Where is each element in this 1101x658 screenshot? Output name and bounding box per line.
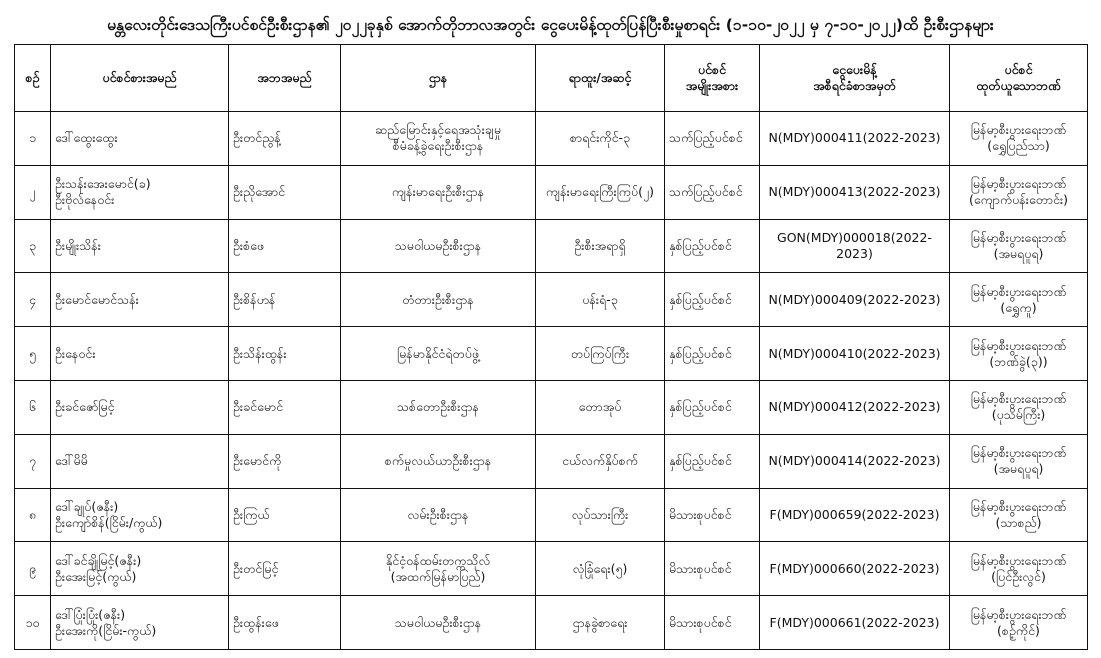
cell-company-line: (အမရပူရ): [993, 245, 1044, 261]
cell-location: ကျန်းမာရေးကြီးကြပ်(၂): [536, 165, 665, 219]
cell-name: [51, 327, 229, 381]
cell-location: ပန်းရံ-၃: [536, 273, 665, 327]
cell-no: ၁: [15, 112, 51, 166]
header-company-line: ပင်စင်: [1004, 62, 1033, 77]
cell-dept: [341, 434, 536, 488]
cell-name: [51, 542, 229, 596]
cell-reg: F(MDY)000661(2022-2023): [760, 596, 950, 650]
header-company-line: ထုတ်ယူသောဘဏ်: [976, 78, 1061, 93]
header-location: ရာထူး/အဆင့်: [536, 45, 665, 112]
cell-location: လုံခြုံရေး(၅): [536, 542, 665, 596]
cell-dept-line: သမဝါယမဦးစီးဌာန: [394, 237, 482, 253]
cell-dept-line: (အထက်မြန်မာပြည်): [390, 568, 486, 584]
cell-dept-line: လမ်းဦးစီးဌာန: [407, 506, 469, 522]
header-no: စဉ်: [15, 45, 51, 112]
cell-type: နှစ်ပြည့်ပင်စင်: [665, 380, 760, 434]
cell-father: ဦးစိန်ဟန်: [229, 273, 341, 327]
header-father: အဘအမည်: [229, 45, 341, 112]
cell-name: [51, 273, 229, 327]
cell-location: ငယ်လက်နှိပ်စက်: [536, 434, 665, 488]
cell-dept-line: သမဝါယမဦးစီးဌာန: [394, 614, 482, 630]
cell-name-line: ဒေါ်ချုပ်(ဇနီး): [55, 498, 119, 514]
cell-company-line: (သာစည်): [995, 514, 1042, 530]
header-type-line: ပင်စင်: [697, 62, 727, 77]
cell-name-line: ဒေါ်ပြုံးပြုံး(ဇနီး): [55, 606, 126, 622]
cell-father: ဦးခင်မောင်: [229, 380, 341, 434]
cell-dept: [341, 380, 536, 434]
table-body: [15, 112, 1088, 650]
table-row: [15, 380, 1088, 434]
cell-company-line: မြန်မာ့စီးပွားရေးဘဏ်: [970, 283, 1067, 299]
cell-company-line: မြန်မာ့စီးပွားရေးဘဏ်: [970, 229, 1067, 245]
cell-dept-line: ကျန်းမာရေးဦးစီးဌာန: [391, 184, 485, 200]
cell-no: ၃: [15, 219, 51, 273]
cell-name: [51, 488, 229, 542]
cell-type: မိသားစုပင်စင်: [665, 596, 760, 650]
cell-name-line: ဦးသန်းအေးမောင်(ခ): [55, 176, 151, 192]
cell-type: နှစ်ပြည့်ပင်စင်: [665, 273, 760, 327]
header-dept: ဌာန: [341, 45, 536, 112]
cell-no: ၉: [15, 542, 51, 596]
cell-reg: F(MDY)000659(2022-2023): [760, 488, 950, 542]
cell-location: ဦးစီးအရာရှိ: [536, 219, 665, 273]
cell-dept-line: စီမံခန့်ခွဲရေးဦးစီးဌာန: [392, 138, 484, 154]
cell-name: [51, 165, 229, 219]
cell-name-line: ဦးနေဝင်း: [55, 345, 96, 361]
pension-table: [14, 44, 1088, 650]
cell-name-line: ဦးအေးမြင့်(ကွယ်): [55, 568, 137, 584]
cell-father: ဦးတင်မြင့်: [229, 542, 341, 596]
table-row: [15, 219, 1088, 273]
cell-father: ဦးထွန်းဖေ: [229, 596, 341, 650]
cell-type: နှစ်ပြည့်ပင်စင်: [665, 219, 760, 273]
cell-company: [950, 434, 1088, 488]
cell-company-line: (ရွှေပြည်သာ): [987, 138, 1050, 154]
table-row: [15, 165, 1088, 219]
cell-location: တောအုပ်: [536, 380, 665, 434]
table-row: [15, 273, 1088, 327]
cell-reg: N(MDY)000413(2022-2023): [760, 165, 950, 219]
cell-type: မိသားစုပင်စင်: [665, 488, 760, 542]
table-header-row: [15, 45, 1088, 112]
cell-company-line: (ရွှေကူ): [1000, 299, 1037, 315]
cell-company: [950, 273, 1088, 327]
cell-company-line: မြန်မာ့စီးပွားရေးဘဏ်: [970, 391, 1067, 407]
cell-father: ဦးသိန်းထွန်း: [229, 327, 341, 381]
cell-reg: N(MDY)000414(2022-2023): [760, 434, 950, 488]
cell-dept-line: စက်မှုလယ်ယာဦးစီးဌာန: [384, 453, 492, 469]
header-type: [665, 45, 760, 112]
cell-no: ၁၀: [15, 596, 51, 650]
cell-company: [950, 596, 1088, 650]
cell-name-line: ဒေါ်ခင်ချိုမြင့်(ဇနီး): [55, 552, 142, 568]
cell-dept: [341, 542, 536, 596]
header-type-line: အမျိုးအစား: [685, 78, 739, 93]
cell-dept-line: တံတားဦးစီးဌာန: [402, 291, 474, 307]
cell-type: နှစ်ပြည့်ပင်စင်: [665, 327, 760, 381]
cell-father: ဦးမောင်ကို: [229, 434, 341, 488]
table-row: [15, 488, 1088, 542]
cell-company-line: (ပြင်ဦးလွင်): [991, 568, 1046, 584]
cell-name: [51, 380, 229, 434]
cell-dept: [341, 273, 536, 327]
cell-location: စာရင်းကိုင်-၃: [536, 112, 665, 166]
cell-name-line: ဦးမျိုးသိန်း: [55, 237, 101, 253]
cell-dept: [341, 488, 536, 542]
cell-name-line: ဒေါ်ထွေးထွေး: [55, 130, 118, 146]
cell-type: သက်ပြည့်ပင်စင်: [665, 165, 760, 219]
header-reg-line: အစီရင်ခံစာအမှတ်: [813, 78, 896, 93]
cell-company-line: မြန်မာ့စီးပွားရေးဘဏ်: [970, 122, 1067, 138]
cell-reg: N(MDY)000410(2022-2023): [760, 327, 950, 381]
cell-reg: N(MDY)000412(2022-2023): [760, 380, 950, 434]
cell-no: ၄: [15, 273, 51, 327]
cell-father: ဦးညိုအောင်: [229, 165, 341, 219]
cell-father: ဦးစံဖေ: [229, 219, 341, 273]
cell-dept-line: ဆည်မြောင်းနှင့်ရေအသုံးချမှု: [375, 122, 501, 138]
cell-company: [950, 380, 1088, 434]
cell-company: [950, 542, 1088, 596]
cell-name: [51, 112, 229, 166]
cell-reg: GON(MDY)000018(2022-2023): [760, 219, 950, 273]
cell-location: လုပ်သားကြီး: [536, 488, 665, 542]
header-reg-line: ငွေပေးမိန့်: [832, 62, 877, 77]
cell-no: ၆: [15, 380, 51, 434]
cell-no: ၅: [15, 327, 51, 381]
cell-company: [950, 488, 1088, 542]
cell-no: ၈: [15, 488, 51, 542]
cell-name-line: ဒေါ်မိမိ: [55, 453, 88, 469]
cell-type: နှစ်ပြည့်ပင်စင်: [665, 434, 760, 488]
cell-company-line: (ဘဏ်ခွဲ(၃)): [989, 353, 1048, 369]
cell-name-line: ဦးအေးကို(ငြိမ်း-ကွယ်): [55, 622, 157, 638]
cell-company-line: မြန်မာ့စီးပွားရေးဘဏ်: [970, 552, 1067, 568]
table-row: [15, 596, 1088, 650]
cell-company-line: မြန်မာ့စီးပွားရေးဘဏ်: [970, 445, 1067, 461]
cell-no: ၇: [15, 434, 51, 488]
cell-dept-line: မြန်မာနိုင်ငံရဲတပ်ဖွဲ့: [397, 345, 479, 361]
table-row: [15, 327, 1088, 381]
cell-company: [950, 165, 1088, 219]
cell-company-line: (အမရပူရ): [993, 461, 1044, 477]
table-row: [15, 542, 1088, 596]
cell-type: မိသားစုပင်စင်: [665, 542, 760, 596]
cell-company-line: မြန်မာ့စီးပွားရေးဘဏ်: [970, 176, 1067, 192]
cell-company-line: မြန်မာ့စီးပွားရေးဘဏ်: [970, 606, 1067, 622]
header-company: [950, 45, 1088, 112]
cell-no: ၂: [15, 165, 51, 219]
cell-dept: [341, 327, 536, 381]
cell-company-line: (ကျောက်ပန်းတောင်း): [968, 192, 1069, 208]
cell-company-line: (စဥ့်ကိုင်): [997, 622, 1040, 638]
cell-dept: [341, 596, 536, 650]
cell-name: [51, 596, 229, 650]
cell-company: [950, 112, 1088, 166]
cell-company: [950, 219, 1088, 273]
cell-dept-line: သစ်တောဦးစီးဌာန: [396, 399, 480, 415]
cell-name-line: ဦးမောင်မောင်သန်း: [55, 291, 139, 307]
cell-name-line: ဦးခင်ဇော်မြင့်: [55, 399, 115, 415]
cell-name: [51, 434, 229, 488]
cell-reg: N(MDY)000409(2022-2023): [760, 273, 950, 327]
cell-name-line: ဦးဗိုလ်နေဝင်း: [55, 192, 115, 208]
cell-company-line: (ပုသိမ်ကြီး): [991, 407, 1046, 423]
cell-type: သက်ပြည့်ပင်စင်: [665, 112, 760, 166]
cell-location: တပ်ကြပ်ကြီး: [536, 327, 665, 381]
header-name: ပင်စင်စားအမည်: [51, 45, 229, 112]
cell-reg: N(MDY)000411(2022-2023): [760, 112, 950, 166]
cell-company-line: မြန်မာ့စီးပွားရေးဘဏ်: [970, 337, 1067, 353]
cell-father: ဦးတင်ညွန့်: [229, 112, 341, 166]
table-row: [15, 112, 1088, 166]
cell-dept: [341, 165, 536, 219]
page-title: မန္တလေးတိုင်းဒေသကြီးပင်စင်ဦးစီးဌာန၏ ၂၀၂၂ခုနှစ် အောက်တိုဘာလအတွင်း ငွေပေးမိန့်ထုတ်ပြန်ပြီးစီးမှုစာရင်း (၁-၁၀-၂၀၂၂ မှ ၇-၁၀-၂၀၂၂)ထိ ဦးစီးဌာနများ: [107, 16, 994, 34]
table-row: [15, 434, 1088, 488]
cell-company-line: မြန်မာ့စီးပွားရေးဘဏ်: [970, 498, 1067, 514]
cell-name-line: ဦးကျော်စိန်(ငြိမ်း/ကွယ်): [55, 514, 163, 530]
cell-dept: [341, 219, 536, 273]
header-reg: [760, 45, 950, 112]
cell-name: [51, 219, 229, 273]
cell-dept: [341, 112, 536, 166]
cell-company: [950, 327, 1088, 381]
cell-dept-line: နိုင်ငံ့ဝန်ထမ်းတက္ကသိုလ်: [385, 552, 491, 568]
cell-father: ဦးကြယ်: [229, 488, 341, 542]
cell-reg: F(MDY)000660(2022-2023): [760, 542, 950, 596]
cell-location: ဌာနခွဲစာရေး: [536, 596, 665, 650]
